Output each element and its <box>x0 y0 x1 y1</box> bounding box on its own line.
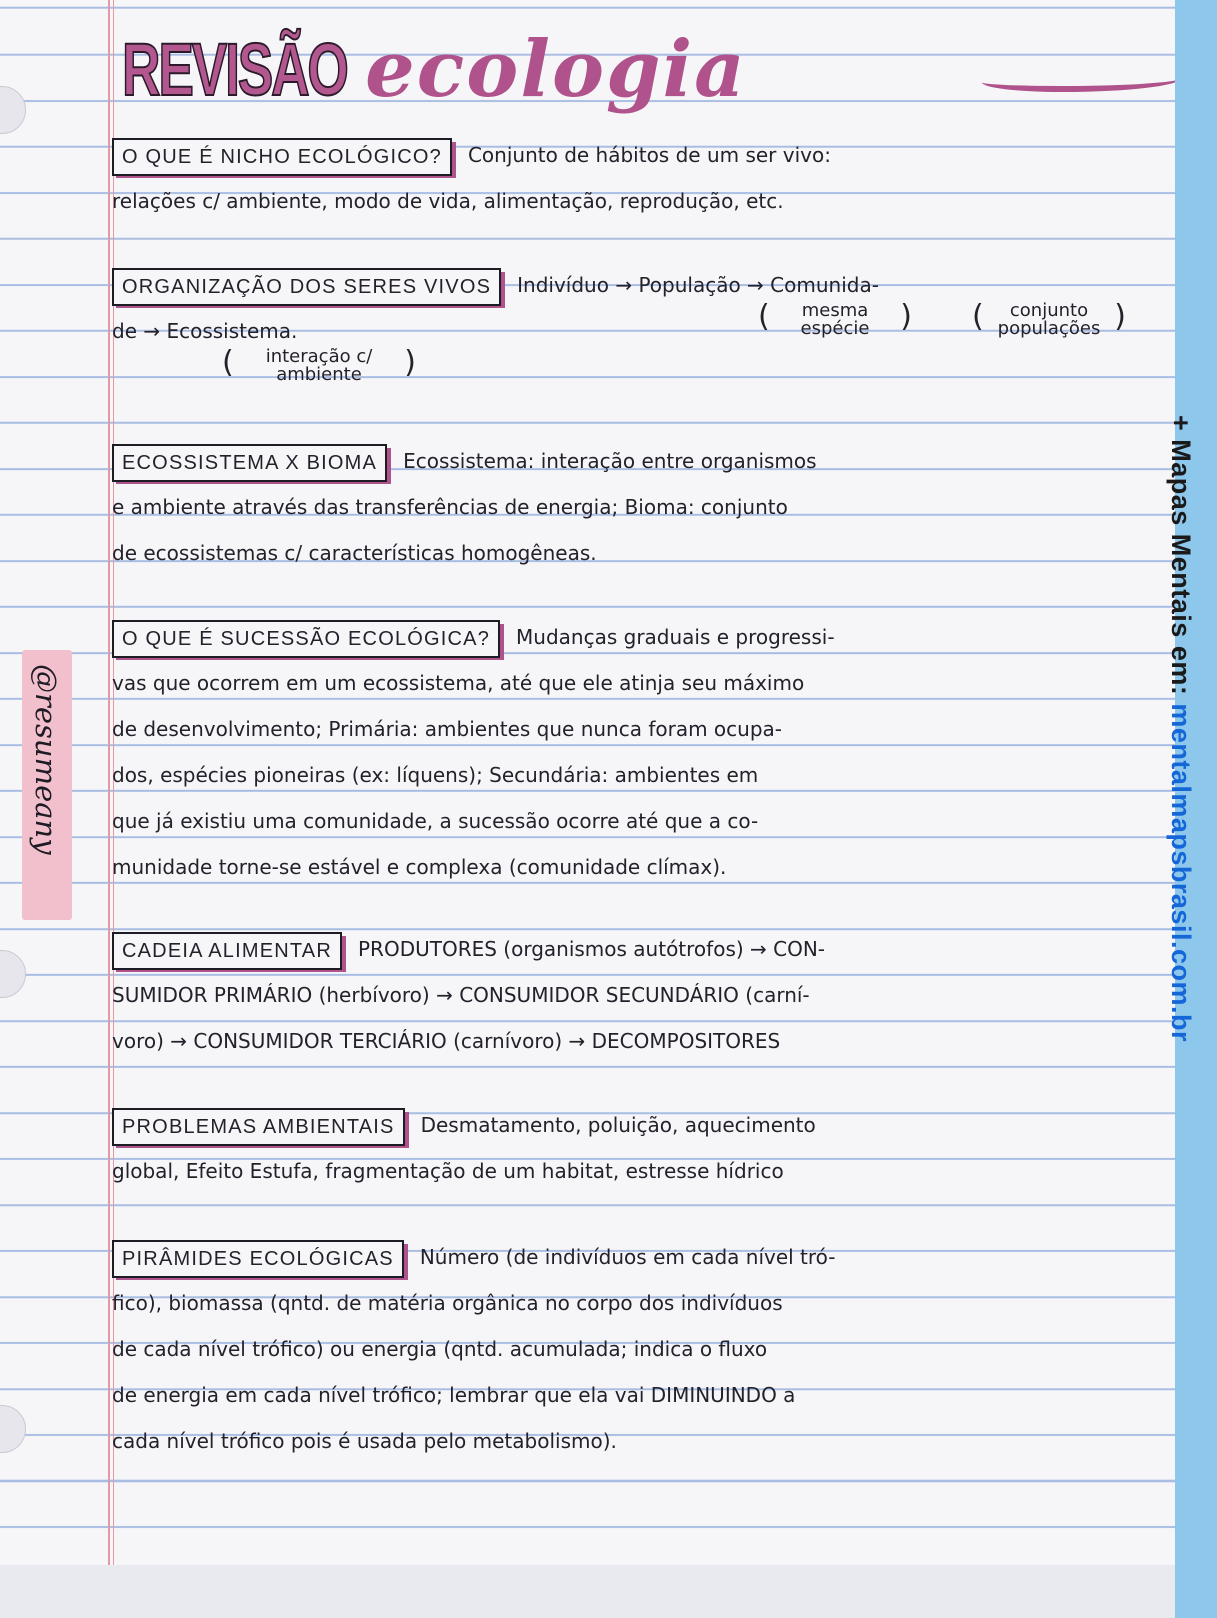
section-line: de → Ecossistema. <box>112 319 298 343</box>
title-ecologia: ecologia <box>365 24 747 115</box>
section-line <box>112 926 1117 972</box>
section-piramides <box>112 1234 1117 1464</box>
section-line: voro) → CONSUMIDOR TERCIÁRIO (carnívoro) → DECOMPOSITORES <box>112 1029 781 1053</box>
section-text: Desmatamento, poluição, aquecimento <box>420 1113 816 1137</box>
section-text: Indivíduo → População → Comunida- <box>517 273 879 297</box>
binder-hole <box>0 86 26 134</box>
section-text: Ecossistema: interação entre organismos <box>403 449 817 473</box>
section-line <box>112 262 1117 308</box>
section-line: de cada nível trófico) ou energia (qntd. acumulada; indica o fluxo <box>112 1337 768 1361</box>
section-heading: ORGANIZAÇÃO DOS SERES VIVOS <box>112 268 501 306</box>
side-banner-prefix: + Mapas Mentais em: <box>1166 415 1196 704</box>
section-line: dos, espécies pioneiras (ex: líquens); Secundária: ambientes em <box>112 763 759 787</box>
section-text: Mudanças graduais e progressi- <box>516 625 835 649</box>
section-line: que já existiu uma comunidade, a sucessão ocorre até que a co- <box>112 809 759 833</box>
section-nicho <box>112 132 1117 224</box>
section-sucessao <box>112 614 1117 890</box>
section-line <box>112 438 1117 484</box>
page-title <box>122 24 747 120</box>
section-line: de ecossistemas c/ características homogêneas. <box>112 541 597 565</box>
binder-hole <box>0 1405 26 1453</box>
author-tag <box>22 650 72 920</box>
section-heading: ECOSSISTEMA X BIOMA <box>112 444 387 482</box>
section-line <box>112 1234 1117 1280</box>
section-text: Conjunto de hábitos de um ser vivo: <box>467 143 831 167</box>
section-problemas-ambientais <box>112 1102 1117 1194</box>
section-line: fico), biomassa (qntd. de matéria orgânica no corpo dos indivíduos <box>112 1291 783 1315</box>
title-revisao: REVISÃO <box>122 28 347 111</box>
section-organizacao <box>112 262 1117 385</box>
section-line: vas que ocorrem em um ecossistema, até que ele atinja seu máximo <box>112 671 805 695</box>
section-heading: PIRÂMIDES ECOLÓGICAS <box>112 1240 404 1278</box>
side-banner-text <box>1165 415 1196 1042</box>
section-line <box>112 132 1117 178</box>
section-line <box>112 614 1117 660</box>
section-heading: CADEIA ALIMENTAR <box>112 932 342 970</box>
section-line: e ambiente através das transferências de energia; Bioma: conjunto <box>112 495 788 519</box>
section-text: PRODUTORES (organismos autótrofos) → CON- <box>358 937 826 961</box>
side-banner-url[interactable]: mentalmapsbrasil.com.br <box>1166 703 1196 1042</box>
margin-line <box>108 0 110 1565</box>
section-line <box>112 1102 1117 1148</box>
section-line: cada nível trófico pois é usada pelo metabolismo). <box>112 1429 617 1453</box>
section-heading: O QUE É SUCESSÃO ECOLÓGICA? <box>112 620 500 658</box>
section-line: SUMIDOR PRIMÁRIO (herbívoro) → CONSUMIDOR SECUNDÁRIO (carní- <box>112 983 810 1007</box>
note-mesma-especie: ( mesma espécie ) <box>770 302 900 338</box>
section-line: de desenvolvimento; Primária: ambientes que nunca foram ocupa- <box>112 717 783 741</box>
section-line: munidade torne-se estável e complexa (comunidade clímax). <box>112 855 727 879</box>
section-line: de energia em cada nível trófico; lembrar que ela vai DIMINUINDO a <box>112 1383 796 1407</box>
section-heading: O QUE É NICHO ECOLÓGICO? <box>112 138 452 176</box>
author-tag-text: @resumeany <box>29 664 63 855</box>
binder-hole <box>0 950 26 998</box>
title-swash <box>982 68 1182 92</box>
section-text: Número (de indivíduos em cada nível tró- <box>419 1245 836 1269</box>
note-conjunto-populacoes: ( conjunto populações ) <box>984 302 1114 338</box>
section-heading: PROBLEMAS AMBIENTAIS <box>112 1108 405 1146</box>
section-cadeia-alimentar <box>112 926 1117 1064</box>
section-line: relações c/ ambiente, modo de vida, alimentação, reprodução, etc. <box>112 189 784 213</box>
section-ecossistema-bioma <box>112 438 1117 576</box>
note-interacao-ambiente: ( interação c/ ambiente ) <box>234 348 404 384</box>
section-line: global, Efeito Estufa, fragmentação de um habitat, estresse hídrico <box>112 1159 784 1183</box>
